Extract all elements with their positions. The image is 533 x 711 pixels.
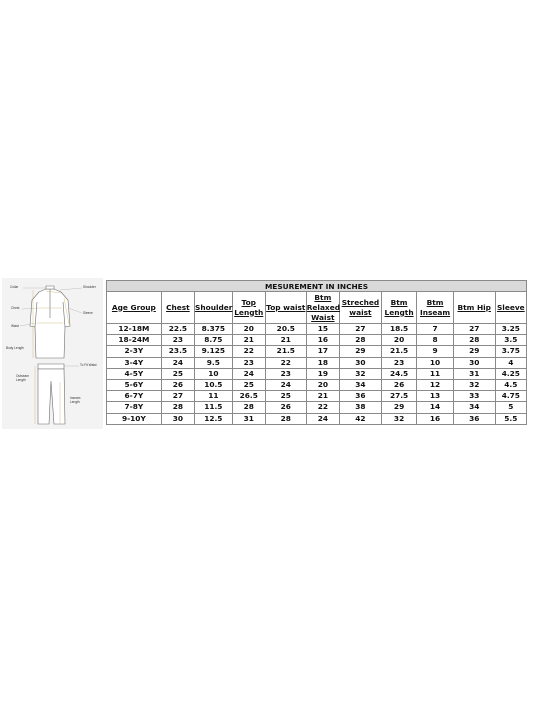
pajama-legs — [38, 369, 65, 424]
measurement-cell: 32 — [339, 368, 381, 379]
garment-measurement-diagram — [2, 278, 103, 429]
column-header — [195, 292, 233, 324]
measurement-cell: 3.5 — [495, 335, 526, 346]
age-group-cell: 18-24M — [107, 335, 162, 346]
measurement-cell: 20 — [232, 324, 265, 335]
column-header-label: Chest — [166, 302, 190, 312]
label-shoulder: Shoulder — [83, 285, 96, 289]
age-group-cell: 3-4Y — [107, 357, 162, 368]
column-header-label: Btm Relaxed Waist — [306, 292, 340, 322]
column-header — [495, 292, 526, 324]
table-body — [107, 324, 527, 425]
measurement-cell: 9 — [417, 346, 454, 357]
measurement-cell: 27 — [339, 324, 381, 335]
measurement-cell: 25 — [232, 379, 265, 390]
measurement-cell: 5 — [495, 402, 526, 413]
measurement-cell: 29 — [339, 346, 381, 357]
measurement-cell: 30 — [339, 357, 381, 368]
measurement-cell: 26 — [265, 402, 306, 413]
measurement-cell: 30 — [161, 413, 194, 424]
table-row — [107, 346, 527, 357]
measurement-cell: 5.5 — [495, 413, 526, 424]
measurement-cell: 36 — [453, 413, 495, 424]
measurement-cell: 10 — [195, 368, 233, 379]
measurement-cell: 11 — [417, 368, 454, 379]
measurement-cell: 26 — [161, 379, 194, 390]
measurement-cell: 38 — [339, 402, 381, 413]
measurement-cell: 10 — [417, 357, 454, 368]
column-header-label: Shoulder — [195, 302, 233, 312]
column-header-label: Btm Hip — [457, 302, 491, 312]
measurement-cell: 29 — [453, 346, 495, 357]
table-row — [107, 335, 527, 346]
measurement-cell: 27 — [161, 391, 194, 402]
column-header-label: Top Length — [234, 297, 264, 317]
measurement-cell: 4.75 — [495, 391, 526, 402]
measurement-cell: 42 — [339, 413, 381, 424]
measurement-cell: 31 — [453, 368, 495, 379]
table-row — [107, 413, 527, 424]
measurement-cell: 24 — [232, 368, 265, 379]
age-group-cell: 7-8Y — [107, 402, 162, 413]
table-title: MESUREMENT IN INCHES — [107, 281, 527, 292]
measurement-cell: 3.75 — [495, 346, 526, 357]
measurement-cell: 32 — [453, 379, 495, 390]
column-header — [107, 292, 162, 324]
measurement-cell: 20.5 — [265, 324, 306, 335]
label-to-fit-waist: To Fit Waist — [80, 363, 97, 367]
column-header — [453, 292, 495, 324]
measurement-cell: 12.5 — [195, 413, 233, 424]
measurement-cell: 32 — [381, 413, 416, 424]
label-collar: Collar — [10, 285, 19, 289]
label-inseam-length: Inseam Length — [70, 396, 81, 404]
table-row — [107, 402, 527, 413]
measurement-cell: 23 — [161, 335, 194, 346]
label-sleeve: Sleeve — [83, 311, 93, 315]
measurement-cell: 22 — [306, 402, 339, 413]
measurement-cell: 13 — [417, 391, 454, 402]
measurement-cell: 25 — [161, 368, 194, 379]
measurement-cell: 4.25 — [495, 368, 526, 379]
measurement-cell: 22.5 — [161, 324, 194, 335]
table-row — [107, 391, 527, 402]
age-group-cell: 6-7Y — [107, 391, 162, 402]
measurement-cell: 3.25 — [495, 324, 526, 335]
column-header-label: Age Group — [111, 302, 156, 312]
measurement-cell: 9.5 — [195, 357, 233, 368]
measurement-cell: 23 — [265, 368, 306, 379]
measurement-cell: 4 — [495, 357, 526, 368]
measurement-cell: 25 — [265, 391, 306, 402]
measurement-cell: 23 — [381, 357, 416, 368]
measurement-cell: 34 — [453, 402, 495, 413]
size-chart-table — [106, 280, 527, 425]
pajama-waistband — [38, 364, 64, 369]
column-header — [417, 292, 454, 324]
measurement-cell: 31 — [232, 413, 265, 424]
measurement-cell: 18 — [306, 357, 339, 368]
measurement-cell: 28 — [232, 402, 265, 413]
measurement-cell: 4.5 — [495, 379, 526, 390]
column-header — [306, 292, 339, 324]
measurement-cell: 24 — [161, 357, 194, 368]
measurement-cell: 21 — [265, 335, 306, 346]
table-row — [107, 368, 527, 379]
measurement-cell: 28 — [453, 335, 495, 346]
measurement-cell: 16 — [306, 335, 339, 346]
measurement-cell: 14 — [417, 402, 454, 413]
measurement-cell: 20 — [306, 379, 339, 390]
measurement-cell: 29 — [381, 402, 416, 413]
table-row — [107, 357, 527, 368]
measurement-cell: 34 — [339, 379, 381, 390]
measurement-cell: 26 — [381, 379, 416, 390]
measurement-cell: 22 — [232, 346, 265, 357]
measurement-cell: 33 — [453, 391, 495, 402]
kurta-collar — [46, 286, 54, 289]
age-group-cell: 9-10Y — [107, 413, 162, 424]
measurement-cell: 15 — [306, 324, 339, 335]
measurement-cell: 21 — [306, 391, 339, 402]
age-group-cell: 4-5Y — [107, 368, 162, 379]
age-group-cell: 2-3Y — [107, 346, 162, 357]
measurement-cell: 23 — [232, 357, 265, 368]
kurta-pajama-illustration — [2, 278, 103, 429]
measurement-cell: 24 — [306, 413, 339, 424]
age-group-cell: 5-6Y — [107, 379, 162, 390]
measurement-cell: 21.5 — [265, 346, 306, 357]
measurement-cell: 23.5 — [161, 346, 194, 357]
column-header — [265, 292, 306, 324]
column-header-label: Streched waist — [341, 297, 380, 317]
measurement-cell: 7 — [417, 324, 454, 335]
column-header-label: Top waist — [266, 302, 306, 312]
measurement-cell: 24.5 — [381, 368, 416, 379]
label-body-length: Body Length — [6, 346, 24, 350]
column-header — [232, 292, 265, 324]
column-header-label: Btm Length — [384, 297, 414, 317]
measurement-cell: 27 — [453, 324, 495, 335]
measurement-cell: 27.5 — [381, 391, 416, 402]
measurement-cell: 24 — [265, 379, 306, 390]
measurement-cell: 19 — [306, 368, 339, 379]
measurement-cell: 8.375 — [195, 324, 233, 335]
measurement-cell: 21 — [232, 335, 265, 346]
label-waist: Waist — [11, 324, 19, 328]
label-chest: Chest — [11, 306, 20, 310]
age-group-cell: 12-18M — [107, 324, 162, 335]
measurement-cell: 10.5 — [195, 379, 233, 390]
measurement-cell: 8 — [417, 335, 454, 346]
column-header — [339, 292, 381, 324]
label-outseam-length: Outseam Length — [16, 374, 29, 382]
measurement-cell: 28 — [339, 335, 381, 346]
measurement-cell: 11 — [195, 391, 233, 402]
measurement-cell: 20 — [381, 335, 416, 346]
table-row — [107, 379, 527, 390]
measurement-cell: 28 — [265, 413, 306, 424]
column-header-label: Sleeve — [496, 302, 525, 312]
measurement-cell: 21.5 — [381, 346, 416, 357]
column-header — [381, 292, 416, 324]
table-row — [107, 324, 527, 335]
measurement-cell: 36 — [339, 391, 381, 402]
measurement-cell: 11.5 — [195, 402, 233, 413]
measurement-cell: 22 — [265, 357, 306, 368]
measurement-cell: 26.5 — [232, 391, 265, 402]
measurement-cell: 17 — [306, 346, 339, 357]
measurement-cell: 8.75 — [195, 335, 233, 346]
measurement-cell: 12 — [417, 379, 454, 390]
header-row — [107, 292, 527, 324]
measurement-cell: 28 — [161, 402, 194, 413]
column-header — [161, 292, 194, 324]
measurement-cell: 9.125 — [195, 346, 233, 357]
measurement-cell: 18.5 — [381, 324, 416, 335]
measurement-cell: 30 — [453, 357, 495, 368]
measurement-cell: 16 — [417, 413, 454, 424]
column-header-label: Btm Inseam — [419, 297, 451, 317]
